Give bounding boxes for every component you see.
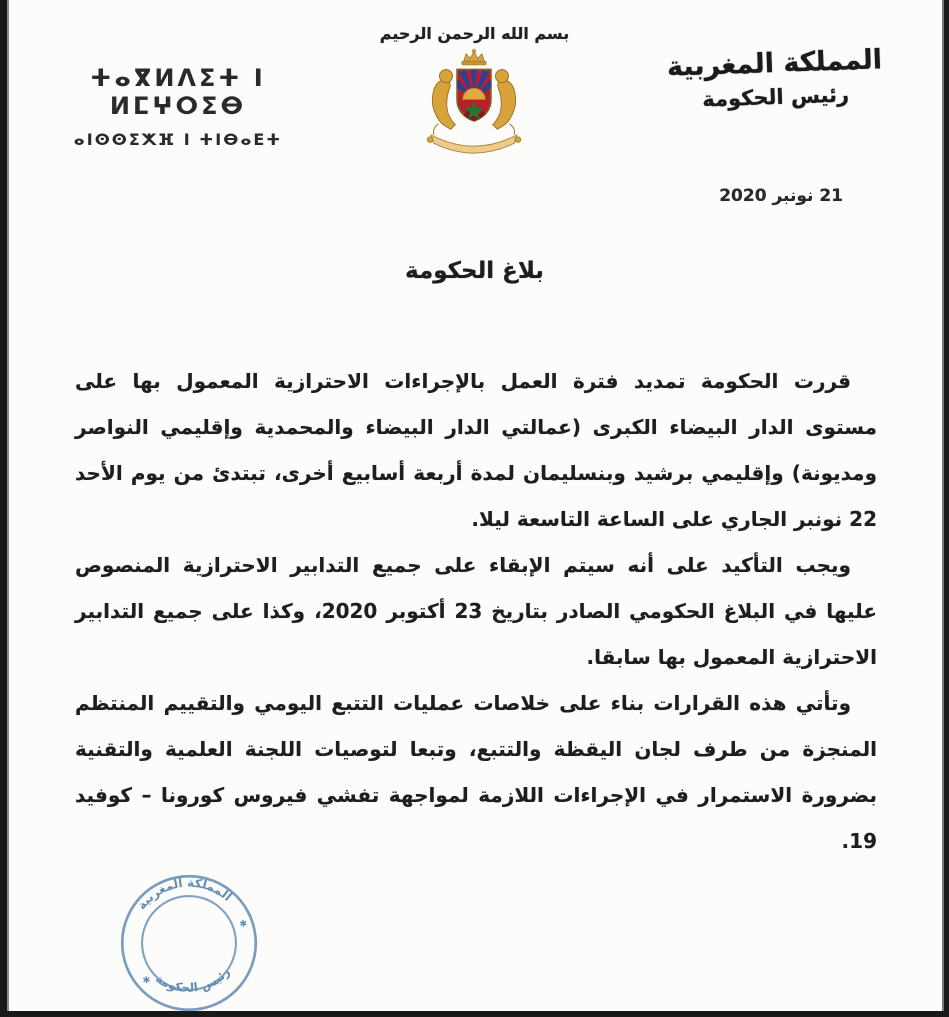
photo-edge-left	[0, 0, 9, 1017]
stamp-top-text: المملكة المغربية	[134, 875, 235, 913]
tifinagh-letterhead	[52, 64, 304, 149]
stamp-bottom-text-wrap	[152, 964, 235, 999]
stamp-bottom-text: رئيس الحكومة	[152, 964, 233, 995]
kingdom-of-morocco-calligraphy: المملكة المغربية	[666, 44, 883, 83]
document-date: 21 نونبر 2020	[719, 186, 843, 206]
paragraph-measures-maintained: ويجب التأكيد على أنه سيتم الإبقاء على جميع التدابير الاحترازية المنصوص عليها في البلاغ الحكومي الصادر بتاريخ 23 أكتوبر 2020، وكذا على جميع التدابير الاحترازية المعمول بها سابقا.	[75, 553, 878, 669]
paragraph-extension-decision: قررت الحكومة تمديد فترة العمل بالإجراءات الاحترازية المعمول بها على مستوى الدار البيضاء الكبرى (عمالتي الدار البيضاء والمحمدية وإقليمي النواصر ومديونة) وإقليمي برشيد وبنسليمان لمدة أربعة أسابيع أخرى، تبتدئ من يوم الأحد 22 نونبر الجاري على الساعة التاسعة ليلا.	[75, 369, 877, 531]
document-title: بلاغ الحكومة	[405, 258, 544, 284]
tifinagh-kingdom-line: ⵜⴰⴳⵍⴷⵉⵜ ⵏ ⵍⵎⵖⵔⵉⴱ	[90, 64, 266, 120]
moroccan-coat-of-arms-icon	[418, 46, 530, 166]
head-of-government-calligraphy: رئيس الحكومة	[701, 82, 850, 112]
bismillah-calligraphy: بسم الله الرحمن الرحيم	[379, 24, 570, 43]
photo-edge-right	[942, 0, 949, 1017]
stamp-star-left-icon: ✱	[142, 974, 152, 987]
arabic-letterhead	[654, 44, 896, 113]
stamp-star-right-icon: ✱	[238, 918, 248, 931]
document-body	[75, 358, 877, 864]
paragraph-rationale: وتأتي هذه القرارات بناء على خلاصات عمليات التتبع اليومي والتقييم المنتظم المنجزة من طرف لجان اليقظة والتتبع، وتبعا لتوصيات اللجنة العلمية والتقنية بضرورة الاستمرار في الإجراءات اللازمة لمواجهة تفشي فيروس كورونا – كوفيد 19.	[75, 691, 877, 853]
government-seal-stamp-icon	[109, 863, 269, 1017]
tifinagh-head-of-government-line: ⴰⵏⵙⵙⵉⵅⴼ ⵏ ⵜⵏⴱⴰⴹⵜ	[73, 130, 283, 149]
